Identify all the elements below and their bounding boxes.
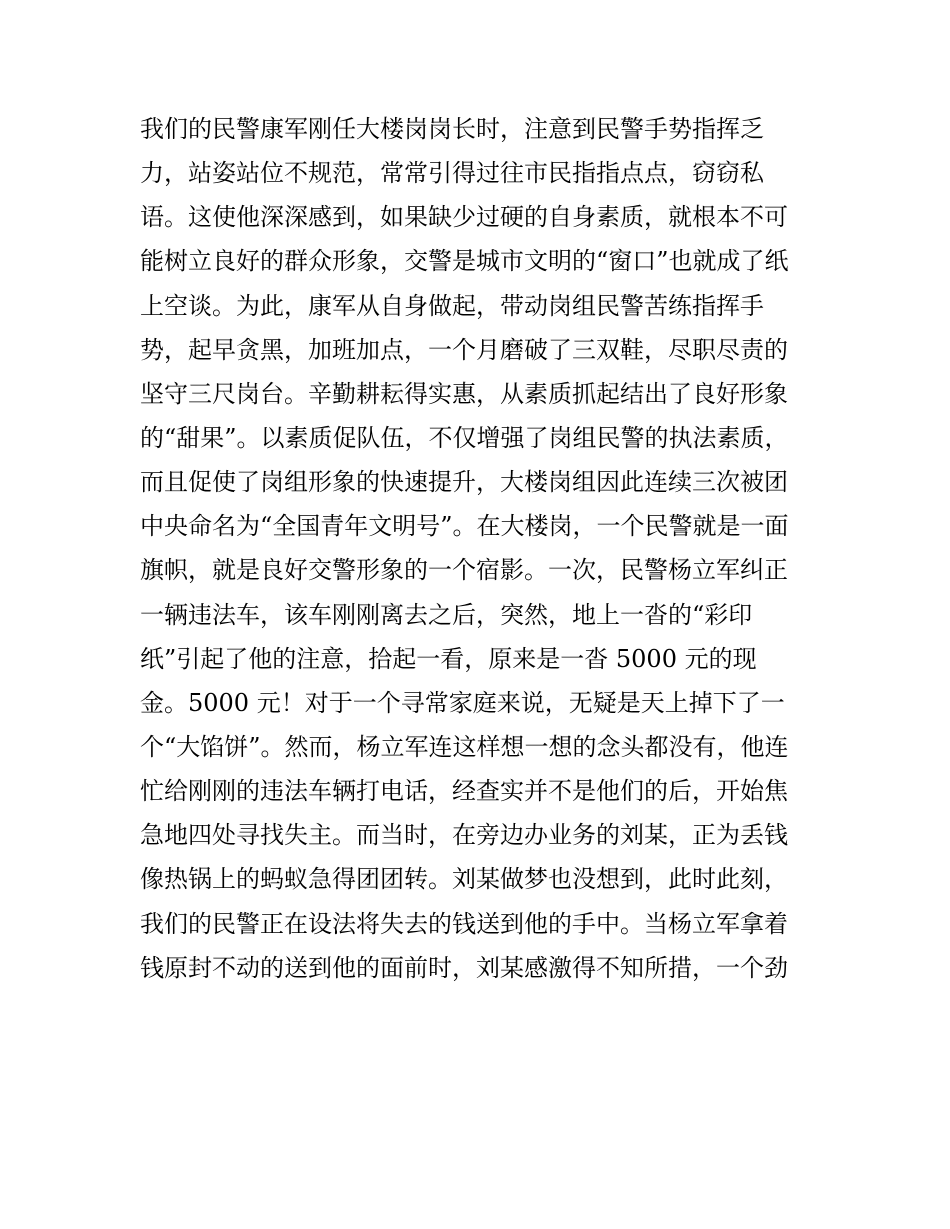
text-line: 我们的民警正在设法将失去的钱送到他的手中。当杨立军拿着 — [140, 909, 788, 938]
text-line: 能树立良好的群众形象，交警是城市文明的“窗口”也就成了纸 — [140, 247, 789, 276]
text-line: 纸”引起了他的注意，拾起一看，原来是一沓 5000 元的现 — [140, 644, 757, 673]
text-line: 忙给刚刚的违法车辆打电话，经查实并不是他们的后，开始焦 — [140, 777, 788, 806]
text-line: 语。这使他深深感到，如果缺少过硬的自身素质，就根本不可 — [140, 203, 788, 232]
text-line: 的“甜果”。以素质促队伍，不仅增强了岗组民警的执法素质， — [140, 423, 789, 452]
text-line: 个“大馅饼”。然而，杨立军连这样想一想的念头都没有，他连 — [140, 732, 789, 761]
text-line: 中央命名为“全国青年文明号”。在大楼岗，一个民警就是一面 — [140, 512, 789, 541]
text-line: 上空谈。为此，康军从自身做起，带动岗组民警苦练指挥手 — [140, 291, 764, 320]
body-paragraph — [140, 107, 820, 990]
text-line: 而且促使了岗组形象的快速提升，大楼岗组因此连续三次被团 — [140, 468, 788, 497]
text-line: 金。5000 元！对于一个寻常家庭来说，无疑是天上掉下了一 — [140, 688, 785, 717]
text-line: 坚守三尺岗台。辛勤耕耘得实惠，从素质抓起结出了良好形象 — [140, 379, 788, 408]
text-line: 势，起早贪黑，加班加点，一个月磨破了三双鞋，尽职尽责的 — [140, 335, 788, 364]
text-line: 一辆违法车，该车刚刚离去之后，突然，地上一沓的“彩印 — [140, 600, 753, 629]
text-line: 像热锅上的蚂蚁急得团团转。刘某做梦也没想到，此时此刻， — [140, 865, 788, 894]
text-line: 急地四处寻找失主。而当时，在旁边办业务的刘某，正为丢钱 — [140, 821, 788, 850]
text-line: 力，站姿站位不规范，常常引得过往市民指指点点，窃窃私 — [140, 159, 764, 188]
text-line: 钱原封不动的送到他的面前时，刘某感激得不知所措，一个劲 — [140, 953, 788, 982]
text-line: 我们的民警康军刚任大楼岗岗长时，注意到民警手势指挥乏 — [140, 115, 764, 143]
text-line: 旗帜，就是良好交警形象的一个宿影。一次，民警杨立军纠正 — [140, 556, 788, 585]
